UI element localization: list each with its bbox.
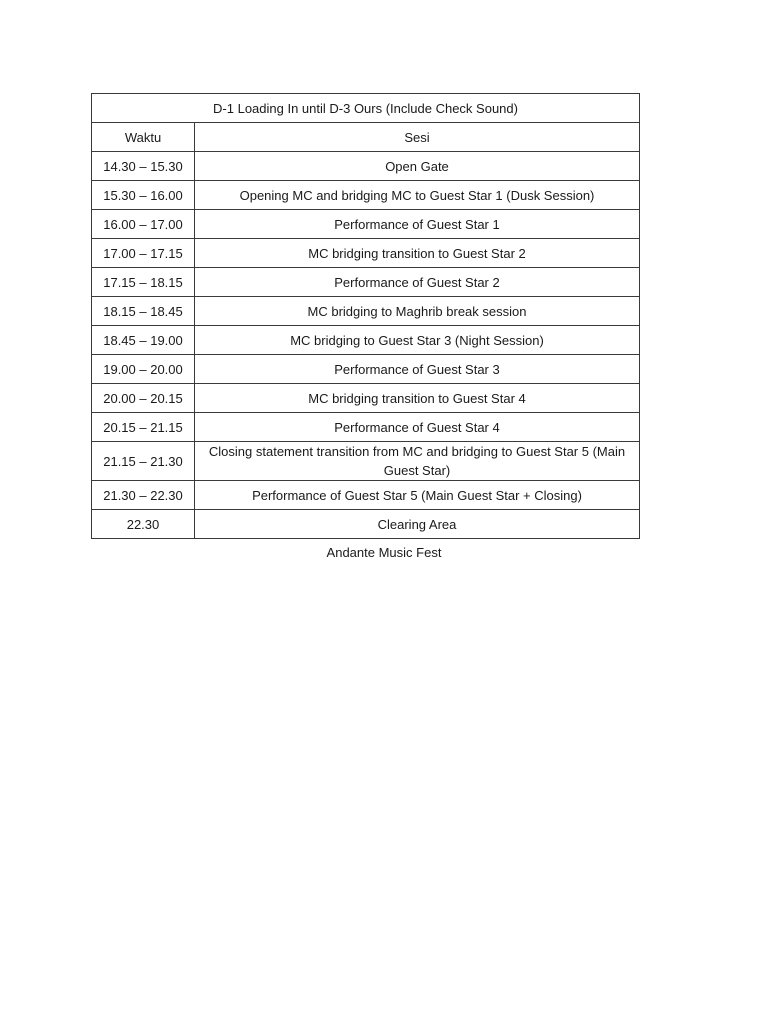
session-cell: Performance of Guest Star 2: [195, 268, 640, 297]
table-row: [92, 268, 640, 297]
session-cell: MC bridging to Maghrib break session: [195, 297, 640, 326]
column-header-session: Sesi: [195, 123, 640, 152]
time-cell: 19.00 – 20.00: [92, 355, 195, 384]
time-cell: 20.15 – 21.15: [92, 413, 195, 442]
session-cell: MC bridging transition to Guest Star 4: [195, 384, 640, 413]
time-cell: 21.30 – 22.30: [92, 481, 195, 510]
time-cell: 22.30: [92, 510, 195, 539]
session-cell: Closing statement transition from MC and bridging to Guest Star 5 (Main Guest Star): [195, 442, 640, 481]
session-cell: Opening MC and bridging MC to Guest Star 1 (Dusk Session): [195, 181, 640, 210]
session-cell: Clearing Area: [195, 510, 640, 539]
time-cell: 20.00 – 20.15: [92, 384, 195, 413]
session-cell: MC bridging transition to Guest Star 2: [195, 239, 640, 268]
table-row: [92, 152, 640, 181]
session-cell: Performance of Guest Star 3: [195, 355, 640, 384]
table-row: [92, 210, 640, 239]
table-title-row: [92, 94, 640, 123]
schedule-table: [91, 93, 640, 539]
time-cell: 21.15 – 21.30: [92, 442, 195, 481]
event-caption: Andante Music Fest: [326, 545, 442, 560]
time-cell: 14.30 – 15.30: [92, 152, 195, 181]
time-cell: 17.15 – 18.15: [92, 268, 195, 297]
table-row: [92, 481, 640, 510]
time-cell: 18.45 – 19.00: [92, 326, 195, 355]
time-cell: 16.00 – 17.00: [92, 210, 195, 239]
table-row: [92, 181, 640, 210]
table-header-row: [92, 123, 640, 152]
time-cell: 15.30 – 16.00: [92, 181, 195, 210]
table-row: [92, 355, 640, 384]
session-cell: Performance of Guest Star 4: [195, 413, 640, 442]
table-row: [92, 384, 640, 413]
table-row: [92, 297, 640, 326]
session-cell: Performance of Guest Star 1: [195, 210, 640, 239]
table-row: [92, 326, 640, 355]
table-row: [92, 442, 640, 481]
table-row: [92, 510, 640, 539]
time-cell: 18.15 – 18.45: [92, 297, 195, 326]
column-header-time: Waktu: [92, 123, 195, 152]
table-row: [92, 413, 640, 442]
table-title: D-1 Loading In until D-3 Ours (Include Check Sound): [92, 94, 640, 123]
session-cell: MC bridging to Guest Star 3 (Night Session): [195, 326, 640, 355]
session-cell: Open Gate: [195, 152, 640, 181]
time-cell: 17.00 – 17.15: [92, 239, 195, 268]
table-row: [92, 239, 640, 268]
session-cell: Performance of Guest Star 5 (Main Guest Star + Closing): [195, 481, 640, 510]
